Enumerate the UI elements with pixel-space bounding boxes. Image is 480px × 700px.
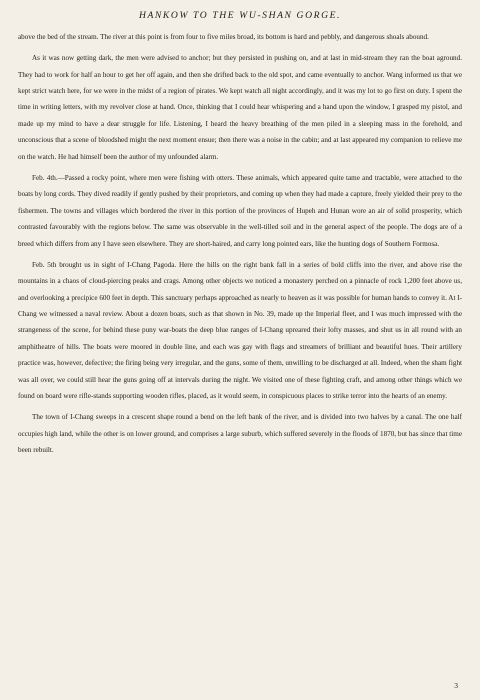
body-text xyxy=(18,29,462,459)
running-head: HANKOW TO THE WU-SHAN GORGE. xyxy=(138,10,342,21)
paragraph-town-of-i-chang: The town of I-Chang sweeps in a crescent shape round a bend on the left bank of the river, and is divided into two halves by a canal. The one half occupies high land, while the other is on lower ground, and comprises a large suburb, which suffered severely in the floods of 1870, but has since that time been rebuilt. xyxy=(18,413,462,455)
page-number: 3 xyxy=(454,681,458,690)
paragraph-feb-4th: Feb. 4th.—Passed a rocky point, where men were fishing with otters. These animals, which appeared quite tame and tractable, were attached to the boats by long cords. They dived readily if gently pushed by their proprietors, and coming up when they had made a capture, freely yielded their prey to the fishermen. The towns and villages which bordered the river in this portion of the provinces of Hupeh and Hunan wore an air of solid prosperity, which contrasted favourably with the regions below. The same was observable in the well-tilled soil and in the general aspect of the people. The dogs are of a breed which differs from any I have seen elsewhere. They are short-haired, and carry long pointed ears, like the hunting dogs of Southern Formosa. xyxy=(18,173,462,248)
paragraph-feb-5th: Feb. 5th brought us in sight of I-Chang Pagoda. Here the hills on the right bank fall in a series of bold cliffs into the river, and above rise the mountains in a chaos of cloud-piercing peaks and crags. Among other objects we noticed a monastery perched on a pinnacle of rock 1,200 feet above us, and overlooking a precipice 600 feet in depth. This sanctuary perhaps approached as nearly to heaven as it was possible for human hands to convey it. At I-Chang we witnessed a naval review. About a dozen boats, such as that shown in No. 39, made up the Imperial fleet, and I was much impressed with the strangeness of the scene, for behind these puny war-boats the deep blue ranges of I-Chang upreared their lofty masses, and shut us in all round with an amphitheatre of hills. The boats were moored in double line, and each was gay with flags and streamers of brilliant and beautiful hues. Their artillery practice was, however, defective; the firing being very irregular, and the guns, some of them, unwilling to be discharged at all. Indeed, when the sham fight was all over, we could still hear the guns going off at intervals during the night. We visited one of these fighting craft, and among other things which we found on board were rifle-stands supporting wooden rifles, placed, as it would seem, in conspicuous places to strike terror into the hearts of an enemy. xyxy=(18,260,462,401)
paragraph-continued: above the bed of the stream. The river at this point is from four to five miles broad, its bottom is hard and pebbly, and dangerous shoals abound. xyxy=(18,33,429,41)
paragraph-anchoring-at-night: As it was now getting dark, the men were advised to anchor; but they persisted in pushing on, and at last in mid-stream they ran the boat aground. They had to work for half an hour to get her off again, and then she drifted back to the old spot, and came eventually to anchor. Wang informed us that we kept strict watch here, for we were in the midst of a region of pirates. We kept watch all night accordingly, and it was my lot to go first on duty. I spent the time in writing letters, with my revolver close at hand. Once, thinking that I could hear whispering and a hand upon the window, I grasped my pistol, and made up my mind to have a dear struggle for life. Listening, I heard the heavy breathing of the men piled in a sleeping mass in the forehold, and unconscious that a scene of bloodshed might the next moment ensue; then there was a noise in the cabin; and at last appeared my companion to relieve me on the watch. He had himself been the author of my unfounded alarm. xyxy=(18,54,462,161)
